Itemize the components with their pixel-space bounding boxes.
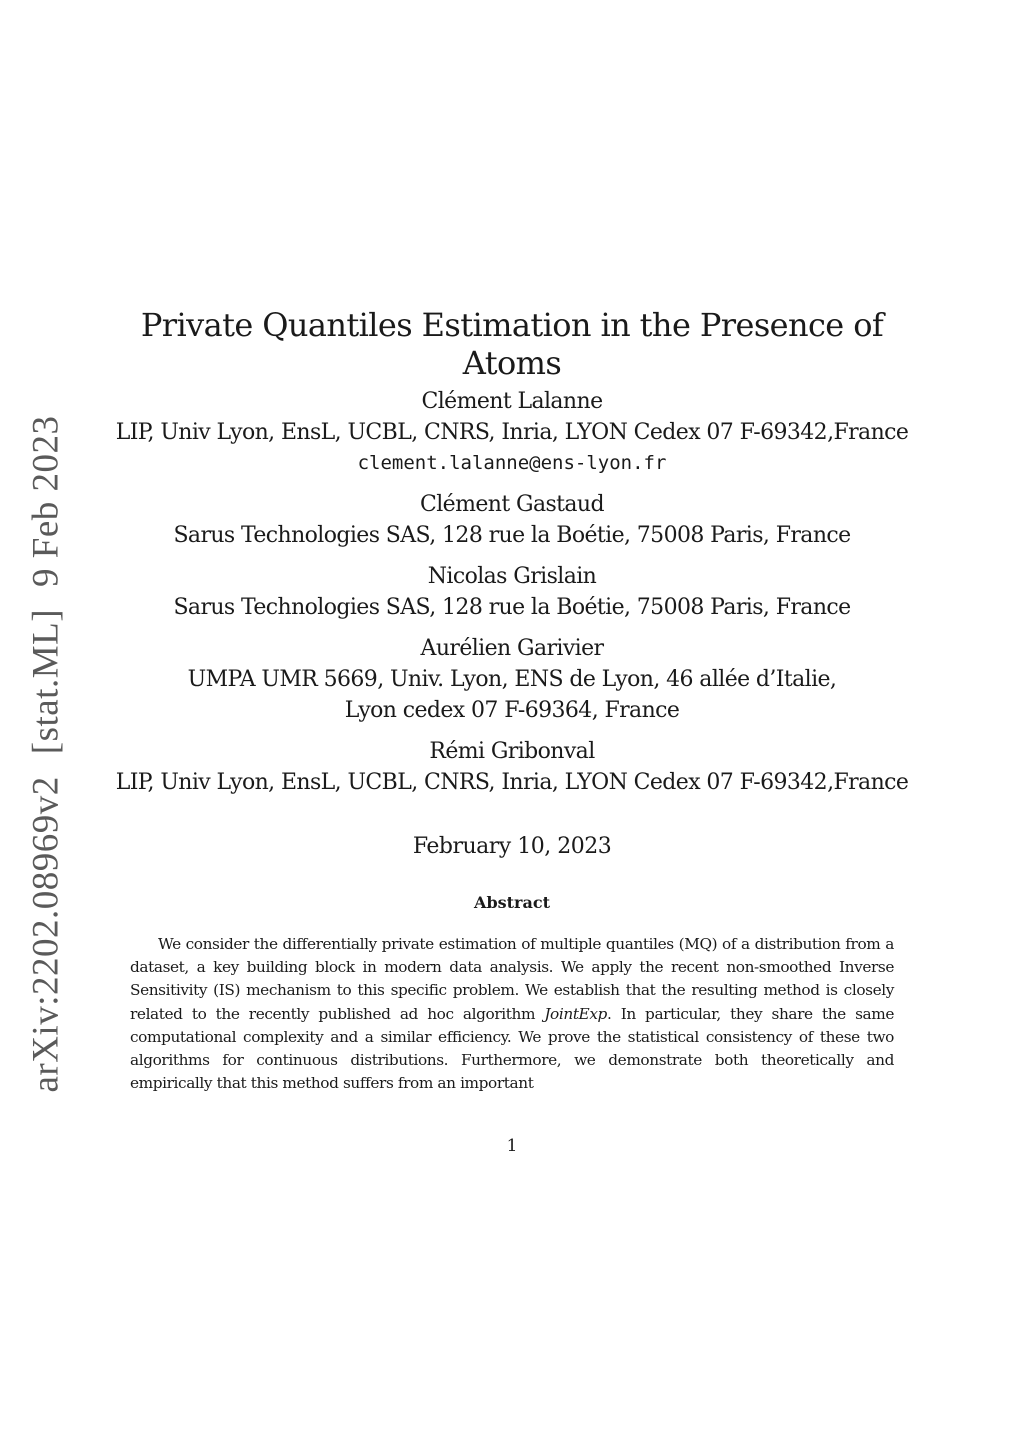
author-name: Clément Lalanne: [421, 389, 603, 414]
author-affiliation: LIP, Univ Lyon, EnsL, UCBL, CNRS, Inria, LYON Cedex 07 F-69342,France: [115, 420, 909, 445]
arxiv-identifier-stamp: [25, 415, 68, 1092]
author-name: Aurélien Garivier: [420, 636, 604, 661]
author-affiliation: Sarus Technologies SAS, 128 rue la Boétie, 75008 Paris, France: [173, 595, 851, 620]
abstract-heading: Abstract: [474, 893, 550, 912]
author-name: Clément Gastaud: [420, 492, 604, 517]
author-name: Nicolas Grislain: [427, 564, 597, 589]
author-email[interactable]: clement.lalanne@ens-lyon.fr: [357, 452, 667, 474]
author-block: [100, 736, 924, 798]
author-affiliation: Sarus Technologies SAS, 128 rue la Boétie, 75008 Paris, France: [173, 523, 851, 548]
author-block: [100, 633, 924, 726]
abstract-text: [130, 933, 894, 1095]
author-list: [100, 386, 924, 808]
author-affiliation: UMPA UMR 5669, Univ. Lyon, ENS de Lyon, 46 allée d’Italie,: [187, 667, 837, 692]
abstract-part-1: We consider the differentially private estimation of multiple quantiles (MQ) of a distribution from a dataset, a key building block in modern data analysis. We apply the recent non-smoothed Inverse Sensitivity (IS) mechanism to this specific problem. We establish that the resulting method is closely related to the recently published ad hoc algorithm: [130, 935, 894, 1023]
publication-date: February 10, 2023: [412, 834, 612, 859]
author-block: [100, 386, 924, 479]
paper-title: Private Quantiles Estimation in the Presence of Atoms: [140, 306, 884, 382]
arxiv-date: 9 Feb 2023: [25, 415, 67, 587]
author-name: Rémi Gribonval: [429, 739, 595, 764]
abstract-part-2: . In particular, they share the same computational complexity and a similar efficiency. We prove the statistical consistency of these two algorithms for continuous distributions. Furthermore, we demonstrate both theoretically and empirically that this method suffers from an important: [130, 1004, 895, 1093]
author-affiliation: LIP, Univ Lyon, EnsL, UCBL, CNRS, Inria, LYON Cedex 07 F-69342,France: [115, 770, 909, 795]
author-block: [100, 489, 924, 551]
algorithm-name: JointExp: [544, 1004, 607, 1023]
arxiv-category: [stat.ML]: [25, 608, 67, 755]
author-block: [100, 561, 924, 623]
page-number: 1: [506, 1136, 518, 1156]
author-affiliation-line2: Lyon cedex 07 F-69364, France: [344, 698, 680, 723]
arxiv-id: arXiv:2202.08969v2: [25, 776, 67, 1093]
